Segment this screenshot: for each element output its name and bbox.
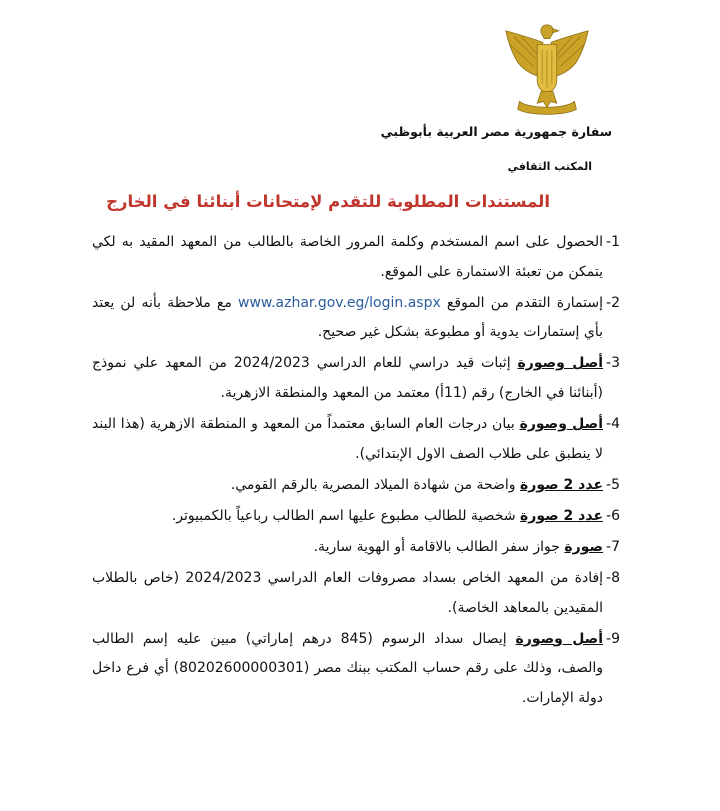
- item-emphasis: أصل وصورة: [517, 355, 604, 372]
- item-number: 6-: [606, 507, 620, 524]
- item-emphasis: عدد 2 صورة: [520, 476, 604, 493]
- item-text: الحصول على اسم المستخدم وكلمة المرور الخاصة بالطالب من المعهد المقيد به لكي يتمكن من تعبئة الاستمارة على الموقع.: [92, 234, 604, 280]
- item-emphasis: عدد 2 صورة: [520, 507, 604, 524]
- requirements-list: [92, 228, 620, 715]
- item-text: إيصال سداد الرسوم (845 درهم إماراتي) مبين عليه إسم الطالب والصف، وذلك على رقم حساب المكتب ببنك مصر (: [92, 630, 604, 677]
- item-text: بيان درجات العام السابق معتمداً من المعهد و المنطقة الازهرية (هذا البند لا ينطبق على طلاب الصف الاول الإبتدائي).: [92, 416, 604, 462]
- list-item: [92, 471, 620, 501]
- item-text: إفادة من المعهد الخاص بسداد مصروفات العام الدراسي: [267, 570, 604, 587]
- document-title: المستندات المطلوبة للتقدم لإمتحانات أبنائنا في الخارج: [106, 192, 550, 211]
- office-name: المكتب الثقافي: [507, 160, 592, 173]
- item-number: 8-: [606, 570, 620, 587]
- item-text: إثبات قيد دراسي للعام الدراسي: [316, 355, 511, 372]
- item-number: 9-: [606, 630, 620, 647]
- azhar-login-link[interactable]: www.azhar.gov.eg/login.aspx: [238, 294, 441, 311]
- item-text: من المعهد علي نموذج (أبنائنا في الخارج) رقم (11أ) معتمد من المعهد والمنطقة الازهرية.: [92, 355, 604, 401]
- list-item: [92, 228, 620, 287]
- item-text: (خاص بالطلاب المقيدين بالمعاهد الخاصة).: [92, 570, 604, 616]
- item-number: 7-: [606, 538, 620, 555]
- item-number: 2-: [606, 294, 620, 311]
- item-text: واضحة من شهادة الميلاد المصرية بالرقم القومي.: [230, 476, 516, 493]
- item-text: شخصية للطالب مطبوع عليها اسم الطالب رباعياً بالكمبيوتر.: [171, 507, 516, 524]
- organization-name: سفارة جمهورية مصر العربية بأبوظبي: [380, 124, 612, 139]
- item-emphasis: صورة: [564, 538, 604, 555]
- academic-year: 2024/2023: [233, 355, 310, 372]
- item-number: 3-: [606, 355, 620, 372]
- list-item: [92, 289, 620, 348]
- item-text: مع ملاحظة بأنه لن يعتد بأي إستمارات يدوية أو مطبوعة بشكل غير صحيح.: [92, 294, 604, 341]
- academic-year: 2024/2023: [185, 570, 262, 587]
- list-item: [92, 625, 620, 714]
- egypt-eagle-emblem-icon: [498, 18, 596, 118]
- item-text: ) أي فرع داخل دولة الإمارات.: [92, 660, 604, 706]
- item-emphasis: أصل وصورة: [515, 630, 604, 647]
- list-item: [92, 502, 620, 532]
- item-text: إستمارة التقدم من الموقع: [446, 294, 603, 311]
- list-item: [92, 410, 620, 469]
- item-text: جواز سفر الطالب بالاقامة أو الهوية سارية.: [313, 538, 560, 555]
- item-emphasis: أصل وصورة: [519, 416, 604, 433]
- item-number: 1-: [606, 234, 620, 250]
- list-item: [92, 349, 620, 408]
- list-item: [92, 564, 620, 623]
- item-number: 4-: [606, 416, 620, 433]
- list-item: [92, 533, 620, 563]
- item-number: 5-: [606, 476, 620, 493]
- bank-account-number: 80202600000301: [179, 660, 304, 677]
